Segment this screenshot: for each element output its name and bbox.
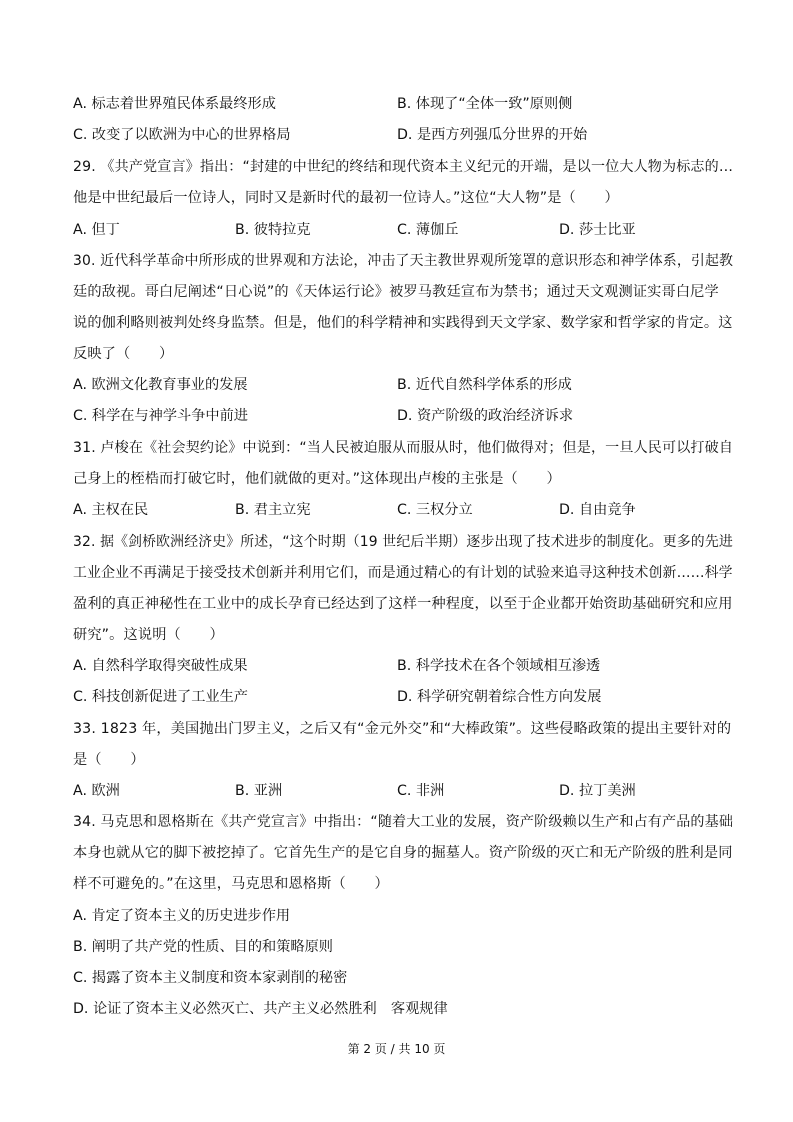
q33-option-d: D. 拉丁美洲 (559, 783, 636, 799)
q34-option-d: D. 论证了资本主义必然灭亡、共产主义必然胜利 客观规律 (73, 1001, 448, 1017)
q30-option-c: C. 科学在与神学斗争中前进 (73, 408, 248, 424)
q32-option-d: D. 科学研究朝着综合性方向发展 (397, 689, 602, 705)
q33-option-c: C. 非洲 (397, 783, 445, 799)
q29-stem-line-2: 他是中世纪最后一位诗人，同时又是新时代的最初一位诗人。”这位“大人物”是（ ） (73, 190, 619, 206)
q34-stem-line-3: 样不可避免的。”在这里，马克思和恩格斯（ ） (73, 876, 389, 892)
q34-option-a: A. 肯定了资本主义的历史进步作用 (73, 908, 291, 924)
q29-option-b: B. 彼特拉克 (235, 222, 311, 238)
q29-option-a: A. 但丁 (73, 222, 120, 238)
q30-stem-line-2: 廷的敌视。哥白尼阐述“日心说”的《天体运行论》被罗马教廷宣布为禁书；通过天文观测证实哥白尼学 (73, 284, 719, 300)
q34-option-b: B. 阐明了共产党的性质、目的和策略原则 (73, 939, 333, 955)
q30-stem-line-4: 反映了（ ） (73, 346, 174, 362)
q33-option-b: B. 亚洲 (235, 783, 283, 799)
q32-stem-line-4: 研究”。这说明（ ） (73, 627, 224, 643)
q33-stem-line-1: 33. 1823 年，美国抛出门罗主义，之后又有“金元外交”和“大棒政策”。这些侵略政策的提出主要针对的 (73, 721, 732, 737)
q32-option-b: B. 科学技术在各个领域相互渗透 (397, 658, 601, 674)
q32-option-c: C. 科技创新促进了工业生产 (73, 689, 248, 705)
q33-stem-line-2: 是（ ） (73, 752, 145, 768)
q31-stem-line-2: 己身上的桎梏而打破它时，他们就做的更对。”这体现出卢梭的主张是（ ） (73, 471, 561, 487)
q32-stem-line-3: 盈利的真正神秘性在工业中的成长孕育已经达到了这样一种程度，以至于企业都开始资助基础研究和应用 (73, 596, 733, 612)
q28-option-d: D. 是西方列强瓜分世界的开始 (397, 127, 588, 143)
q30-stem-line-3: 说的伽利略则被判处终身监禁。但是，他们的科学精神和实践得到天文学家、数学家和哲学家的肯定。这 (73, 315, 733, 331)
q34-stem-line-1: 34. 马克思和恩格斯在《共产党宣言》中指出：“随着大工业的发展，资产阶级赖以生产和占有产品的基础 (73, 814, 734, 830)
page-number-footer: 第 2 页 / 共 10 页 (347, 1042, 446, 1056)
q28-option-c: C. 改变了以欧洲为中心的世界格局 (73, 127, 291, 143)
q29-option-c: C. 薄伽丘 (397, 222, 459, 238)
q30-stem-line-1: 30. 近代科学革命中所形成的世界观和方法论，冲击了天主教世界观所笼罩的意识形态和神学体系，引起教 (73, 253, 734, 269)
q30-option-b: B. 近代自然科学体系的形成 (397, 377, 572, 393)
q28-option-b: B. 体现了“全体一致”原则侧 (397, 96, 573, 112)
q31-stem-line-1: 31. 卢梭在《社会契约论》中说到：“当人民被迫服从而服从时，他们做得对；但是，一旦人民可以打破自 (73, 440, 734, 456)
q32-option-a: A. 自然科学取得突破性成果 (73, 658, 248, 674)
q32-stem-line-1: 32. 据《剑桥欧洲经济史》所述，“这个时期（19 世纪后半期）逐步出现了技术进步的制度化。更多的先进 (73, 534, 733, 550)
q31-option-c: C. 三权分立 (397, 502, 473, 518)
q30-option-a: A. 欧洲文化教育事业的发展 (73, 377, 248, 393)
q31-option-b: B. 君主立宪 (235, 502, 311, 518)
q29-option-d: D. 莎士比亚 (559, 222, 636, 238)
q29-stem-line-1: 29. 《共产党宣言》指出：“封建的中世纪的终结和现代资本主义纪元的开端，是以一位大人物为标志的… (73, 159, 734, 175)
q30-option-d: D. 资产阶级的政治经济诉求 (397, 408, 574, 424)
q31-option-d: D. 自由竞争 (559, 502, 636, 518)
q28-option-a: A. 标志着世界殖民体系最终形成 (73, 96, 276, 112)
q32-stem-line-2: 工业企业不再满足于接受技术创新并利用它们，而是通过精心的有计划的试验来追寻这种技术创新……科学 (73, 565, 733, 581)
q31-option-a: A. 主权在民 (73, 502, 149, 518)
q34-option-c: C. 揭露了资本主义制度和资本家剥削的秘密 (73, 970, 348, 986)
q33-option-a: A. 欧洲 (73, 783, 120, 799)
q34-stem-line-2: 本身也就从它的脚下被挖掉了。它首先生产的是它自身的掘墓人。资产阶级的灭亡和无产阶级的胜利是同 (73, 845, 733, 861)
